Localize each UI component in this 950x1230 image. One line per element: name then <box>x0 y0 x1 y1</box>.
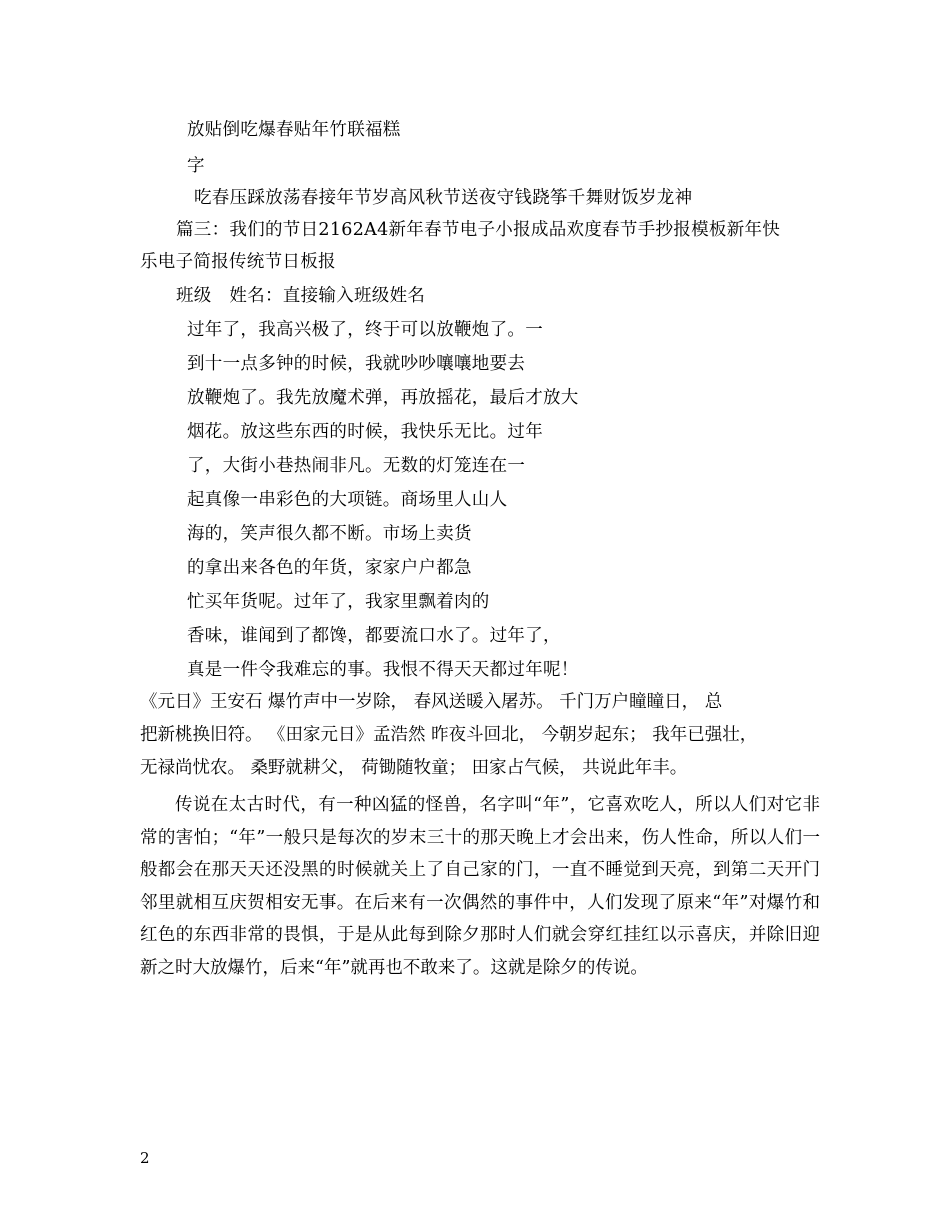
essay-line: 香味，谁闻到了都馋，都要流口水了。过年了， <box>187 626 561 646</box>
essay-line: 海的，笑声很久都不断。市场上卖货 <box>187 524 472 544</box>
essay-line: 到十一点多钟的时候，我就吵吵嚷嚷地要去 <box>187 354 526 374</box>
page-number: 2 <box>140 1149 150 1167</box>
poem-line: 无禄尚忧农。 桑野就耕父， 荷锄随牧童； 田家占气候， 共说此年丰。 <box>140 758 688 778</box>
essay-line: 起真像一串彩色的大项链。商场里人山人 <box>187 490 508 510</box>
essay-line: 的拿出来各色的年货，家家户户都急 <box>187 558 472 578</box>
essay-line: 放鞭炮了。我先放魔术弹，再放摇花，最后才放大 <box>187 388 579 408</box>
essay-line: 烟花。放这些东西的时候，我快乐无比。过年 <box>187 422 543 442</box>
text-line: 吃春压踩放荡春接年节岁高风秋节送夜守钱跷筝千舞财饭岁龙神 <box>194 188 693 208</box>
text-line: 放贴倒吃爆春贴年竹联福糕 <box>187 120 401 140</box>
legend-paragraph: 传说在太古时代，有一种凶猛的怪兽，名字叫“年”，它喜欢吃人，所以人们对它非常的害怕；“年”一般只是每次的岁末三十的那天晚上才会出来，伤人性命，所以人们一般都会在那天天还没黑的时候就关上了自己家的门，一直不睡觉到天亮，到第二天开门邻里就相互庆贺相安无事。在后来有一次偶然的事件中，人们发现了原来“年”对爆竹和红色的东西非常的畏惧，于是从此每到除夕那时人们就会穿红挂红以示喜庆，并除旧迎新之时大放爆竹，后来“年”就再也不敢来了。这就是除夕的传说。 <box>140 795 820 978</box>
section-heading-continued: 乐电子简报传统节日板报 <box>140 252 336 272</box>
essay-line: 过年了，我高兴极了，终于可以放鞭炮了。一 <box>187 320 543 340</box>
poem-line: 把新桃换旧符。 《田家元日》孟浩然 昨夜斗回北， 今朝岁起东； 我年已强壮， <box>140 725 758 745</box>
class-name-line: 班级 姓名：直接输入班级姓名 <box>176 286 426 306</box>
poem-line: 《元日》王安石 爆竹声中一岁除， 春风送暖入屠苏。 千门万户瞳瞳日， 总 <box>140 692 723 712</box>
text-line: 字 <box>187 156 205 176</box>
essay-line: 忙买年货呢。过年了，我家里飘着肉的 <box>187 592 490 612</box>
essay-line: 了，大街小巷热闹非凡。无数的灯笼连在一 <box>187 456 526 476</box>
section-heading: 篇三：我们的节日2162A4新年春节电子小报成品欢度春节手抄报模板新年快 <box>176 220 781 240</box>
essay-line: 真是一件令我难忘的事。我恨不得天天都过年呢！ <box>187 660 579 680</box>
